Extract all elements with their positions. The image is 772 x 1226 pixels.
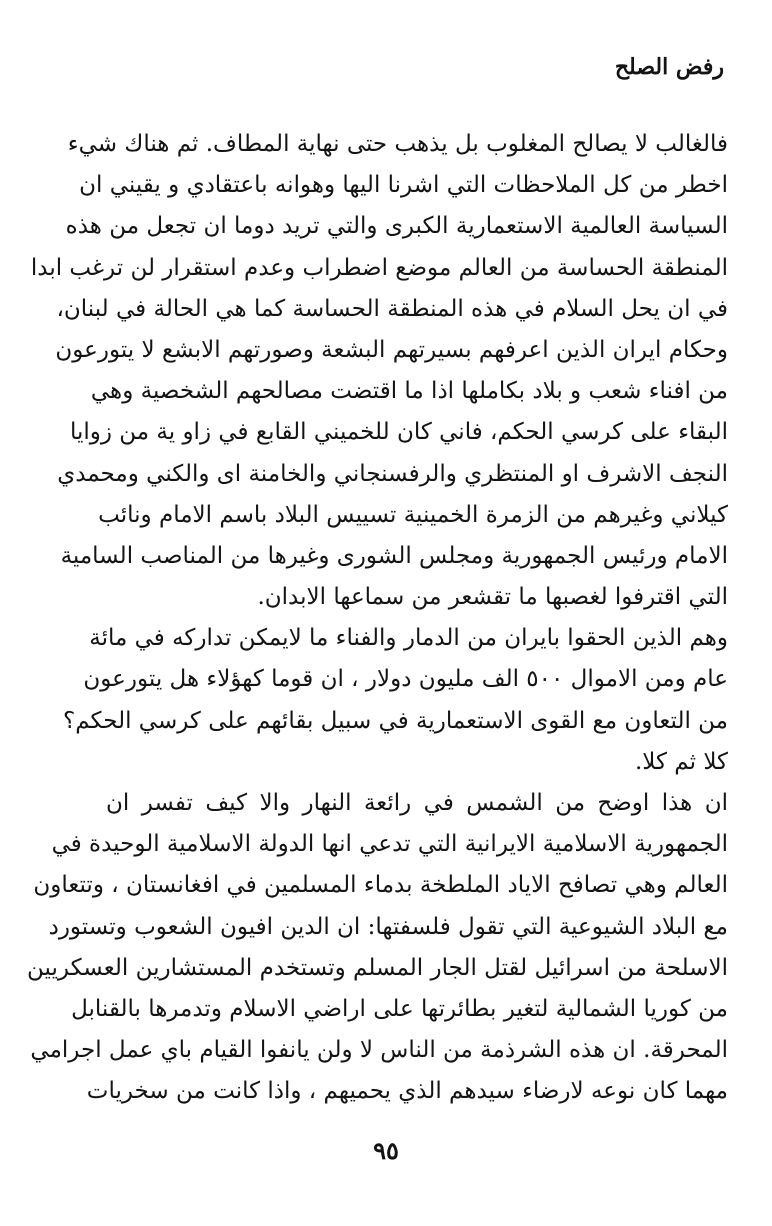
- text-line: كلا ثم كلا.: [635, 748, 728, 775]
- text-line: البقاء على كرسي الحكم، فاني كان للخميني القابع في زاو ية من زوايا: [69, 419, 728, 446]
- text-line: السياسة العالمية الاستعمارية الكبرى والتي تريد دوما ان تجعل من هذه: [65, 213, 728, 240]
- paragraph-3: [27, 783, 728, 1113]
- text-line: عام ومن الاموال ٥٠٠ الف مليون دولار ، ان قوما كهؤلاء هل يتورعون: [83, 666, 728, 693]
- text-line: كيلاني وغيرهم من الزمرة الخمينية تسييس البلاد باسم الامام ونائب: [98, 501, 728, 528]
- paragraph-2: [63, 618, 728, 783]
- text-line: مهما كان نوعه لارضاء سيدهم الذي يحميهم ، واذا كانت من سخريات: [86, 1078, 728, 1105]
- text-line: المحرقة. ان هذه الشرذمة من الناس لا ولن يانفوا القيام باي عمل اجرامي: [30, 1037, 728, 1064]
- text-line: الاسلحة من اسرائيل لقتل الجار المسلم وتستخدم المستشارين العسكريين: [27, 954, 728, 981]
- text-line: وهم الذين الحقوا بايران من الدمار والفناء ما لايمكن تداركه في مائة: [89, 625, 728, 652]
- text-line: وحكام ايران الذين اعرفهم بسيرتهم البشعة وصورتهم الابشع لا يتورعون: [55, 336, 728, 363]
- text-line: ان هذا اوضح من الشمس في رائعة النهار والا كيف تفسر ان: [106, 790, 728, 816]
- page-number: ٩٥: [373, 1136, 399, 1165]
- text-line: العالم وهي تصافح الاياد الملطخة بدماء المسلمين في افغانستان ، وتتعاون: [33, 872, 728, 899]
- text-line: من كوريا الشمالية لتغير بطائرتها على اراضي الاسلام وتدمرها بالقنابل: [71, 995, 728, 1022]
- text-line: التي اقترفوا لغصبها ما تقشعر من سماعها الابدان.: [257, 584, 728, 611]
- body-text: [27, 124, 728, 1113]
- text-line: اخطر من كل الملاحظات التي اشرنا اليها وهوانه باعتقادي و يقيني ان: [79, 172, 728, 199]
- text-line: فالغالب لا يصالح المغلوب بل يذهب حتى نهاية المطاف. ثم هناك شيء: [67, 131, 728, 157]
- text-line: من التعاون مع القوى الاستعمارية في سبيل بقائهم على كرسي الحكم؟: [63, 707, 728, 734]
- running-head: رفض الصلح: [614, 54, 724, 80]
- paragraph-1: [30, 124, 728, 618]
- text-line: الامام ورئيس الجمهورية ومجلس الشورى وغيرها من المناصب السامية: [60, 542, 728, 569]
- text-line: في ان يحل السلام في هذه المنطقة الحساسة كما هي الحالة في لبنان،: [56, 295, 728, 322]
- text-line: مع البلاد الشيوعية التي تقول فلسفتها: ان الدين افيون الشعوب وتستورد: [48, 913, 728, 940]
- text-line: النجف الاشرف او المنتظري والرفسنجاني والخامنة اى والكني ومحمدي: [57, 460, 728, 487]
- text-line: الجمهورية الاسلامية الايرانية التي تدعي انها الدولة الاسلامية الوحيدة في: [51, 831, 728, 858]
- text-line: المنطقة الحساسة من العالم موضع اضطراب وعدم استقرار لن ترغب ابدا: [30, 254, 728, 281]
- text-line: من افناء شعب و بلاد بكاملها اذا ما اقتضت مصالحهم الشخصية وهي: [90, 378, 728, 405]
